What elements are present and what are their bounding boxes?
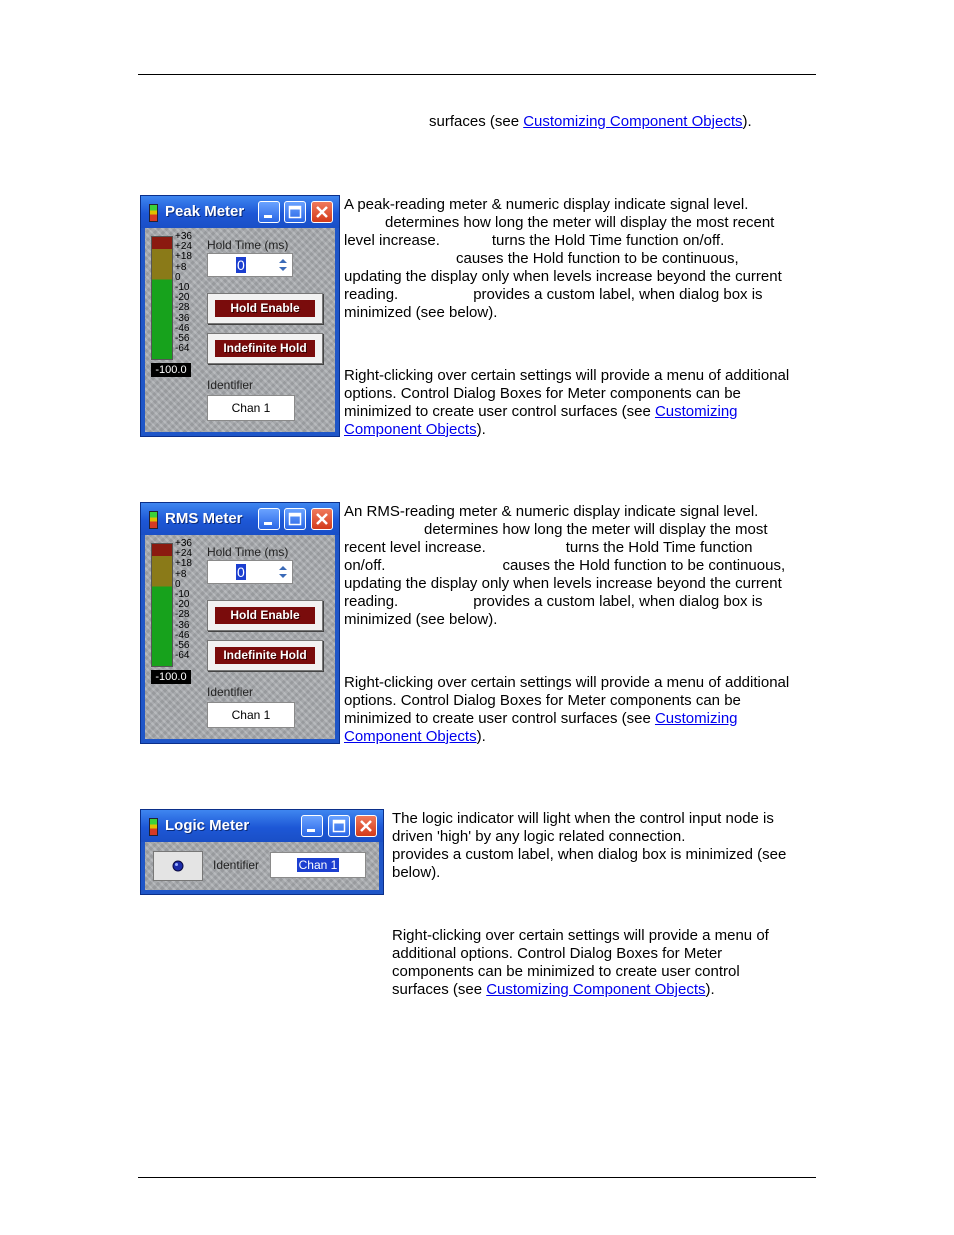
component-objects-link[interactable]: Component Objects [344, 728, 477, 745]
top-fragment: surfaces (see Customizing Component Objects). [429, 113, 752, 130]
close-icon [312, 509, 332, 529]
rms-titlebar[interactable] [141, 503, 339, 535]
peak-level-bar [151, 236, 173, 360]
logic-titlebar[interactable] [141, 810, 383, 842]
spinner-arrows-icon[interactable] [276, 563, 290, 581]
footer-rule [138, 1177, 816, 1178]
identifier-field[interactable] [270, 852, 366, 878]
peak-window-title: Peak Meter [165, 203, 245, 220]
logic-body [145, 842, 379, 890]
close-button[interactable] [311, 201, 333, 223]
customizing-link[interactable]: Customizing [654, 403, 738, 420]
meter-app-icon [149, 204, 158, 222]
logic-window-title: Logic Meter [165, 817, 250, 834]
customizing-link[interactable]: Customizing Component Objects [486, 981, 706, 998]
maximize-icon [329, 816, 349, 836]
identifier-label: Identifier [213, 858, 260, 872]
customizing-link[interactable]: Customizing Component Objects [523, 113, 743, 130]
minimize-button[interactable] [301, 815, 323, 837]
hold-time-spinner[interactable] [207, 560, 293, 584]
close-button[interactable] [355, 815, 377, 837]
rms-right-click-note: Right-clicking over certain settings will provide a menu of additional options. Control Dialog Boxes for Meter components can be minimized to create user control surfaces (see Customizing Component Objects). [344, 674, 790, 745]
component-objects-link[interactable]: Component Objects [344, 421, 477, 438]
header-rule [138, 74, 816, 75]
maximize-button[interactable] [284, 508, 306, 530]
rms-description: An RMS-reading meter & numeric display indicate signal level. determines how long the meter will display the most recent level increase. turns the Hold Time function on/off. causes the Hold function to be continuous, updating the display only when levels increase beyond the current reading. provides a custom label, when dialog box is minimized (see below). [344, 503, 786, 628]
logic-description: The logic indicator will light when the control input node is driven 'high' by any logic related connection. provides a custom label, when dialog box is minimized (see below). [392, 810, 787, 881]
rms-window-title: RMS Meter [165, 510, 243, 527]
close-icon [312, 202, 332, 222]
rms-meter-dialog [140, 502, 340, 744]
minimize-icon [259, 202, 279, 222]
peak-titlebar[interactable] [141, 196, 339, 228]
identifier-label: Identifier [207, 378, 254, 392]
hold-enable-button[interactable]: Hold Enable [207, 293, 323, 324]
rms-scale: +36 +24 +18 +8 0 -10 -20 -28 -36 -46 -56 -64 [175, 538, 192, 662]
close-button[interactable] [311, 508, 333, 530]
peak-body [145, 228, 335, 432]
peak-numeric-readout: -100.0 [151, 363, 191, 377]
indefinite-hold-button[interactable]: Indefinite Hold [207, 333, 323, 364]
peak-right-click-note: Right-clicking over certain settings will provide a menu of additional options. Control Dialog Boxes for Meter components can be minimized to create user control surfaces (see Customizing Component Objects). [344, 367, 790, 438]
rms-numeric-readout: -100.0 [151, 670, 191, 684]
identifier-value: Chan 1 [298, 858, 338, 872]
minimize-icon [302, 816, 322, 836]
logic-right-click-note: Right-clicking over certain settings will provide a menu of additional options. Control Dialog Boxes for Meter components can be minimized to create user control surfaces (see Customizing Component Objects). [392, 927, 769, 998]
identifier-label: Identifier [207, 685, 254, 699]
maximize-icon [285, 509, 305, 529]
peak-scale: +36 +24 +18 +8 0 -10 -20 -28 -36 -46 -56 -64 [175, 231, 192, 355]
logic-indicator-button[interactable] [153, 851, 203, 881]
meter-app-icon [149, 818, 158, 836]
identifier-field[interactable]: Chan 1 [207, 395, 295, 421]
hold-time-label: Hold Time (ms) [207, 238, 289, 252]
indefinite-hold-button[interactable]: Indefinite Hold [207, 640, 323, 671]
hold-time-label: Hold Time (ms) [207, 545, 289, 559]
hold-time-value[interactable]: 0 [237, 257, 245, 273]
rms-level-bar [151, 543, 173, 667]
close-icon [356, 816, 376, 836]
hold-time-value[interactable]: 0 [237, 564, 245, 580]
peak-description: A peak-reading meter & numeric display indicate signal level. determines how long the meter will display the most recent level increase. turns the Hold Time function on/off. causes the Hold function to be continuous, updating the display only when levels increase beyond the current reading. provides a custom label, when dialog box is minimized (see below). [344, 196, 782, 321]
rms-body [145, 535, 335, 739]
hold-enable-button[interactable]: Hold Enable [207, 600, 323, 631]
spinner-arrows-icon[interactable] [276, 256, 290, 274]
meter-app-icon [149, 511, 158, 529]
customizing-link[interactable]: Customizing [654, 710, 738, 727]
logic-meter-dialog [140, 809, 384, 895]
led-indicator-icon [154, 852, 202, 880]
minimize-button[interactable] [258, 508, 280, 530]
peak-meter-dialog [140, 195, 340, 437]
minimize-button[interactable] [258, 201, 280, 223]
hold-time-spinner[interactable] [207, 253, 293, 277]
maximize-button[interactable] [284, 201, 306, 223]
maximize-icon [285, 202, 305, 222]
minimize-icon [259, 509, 279, 529]
identifier-field[interactable]: Chan 1 [207, 702, 295, 728]
maximize-button[interactable] [328, 815, 350, 837]
